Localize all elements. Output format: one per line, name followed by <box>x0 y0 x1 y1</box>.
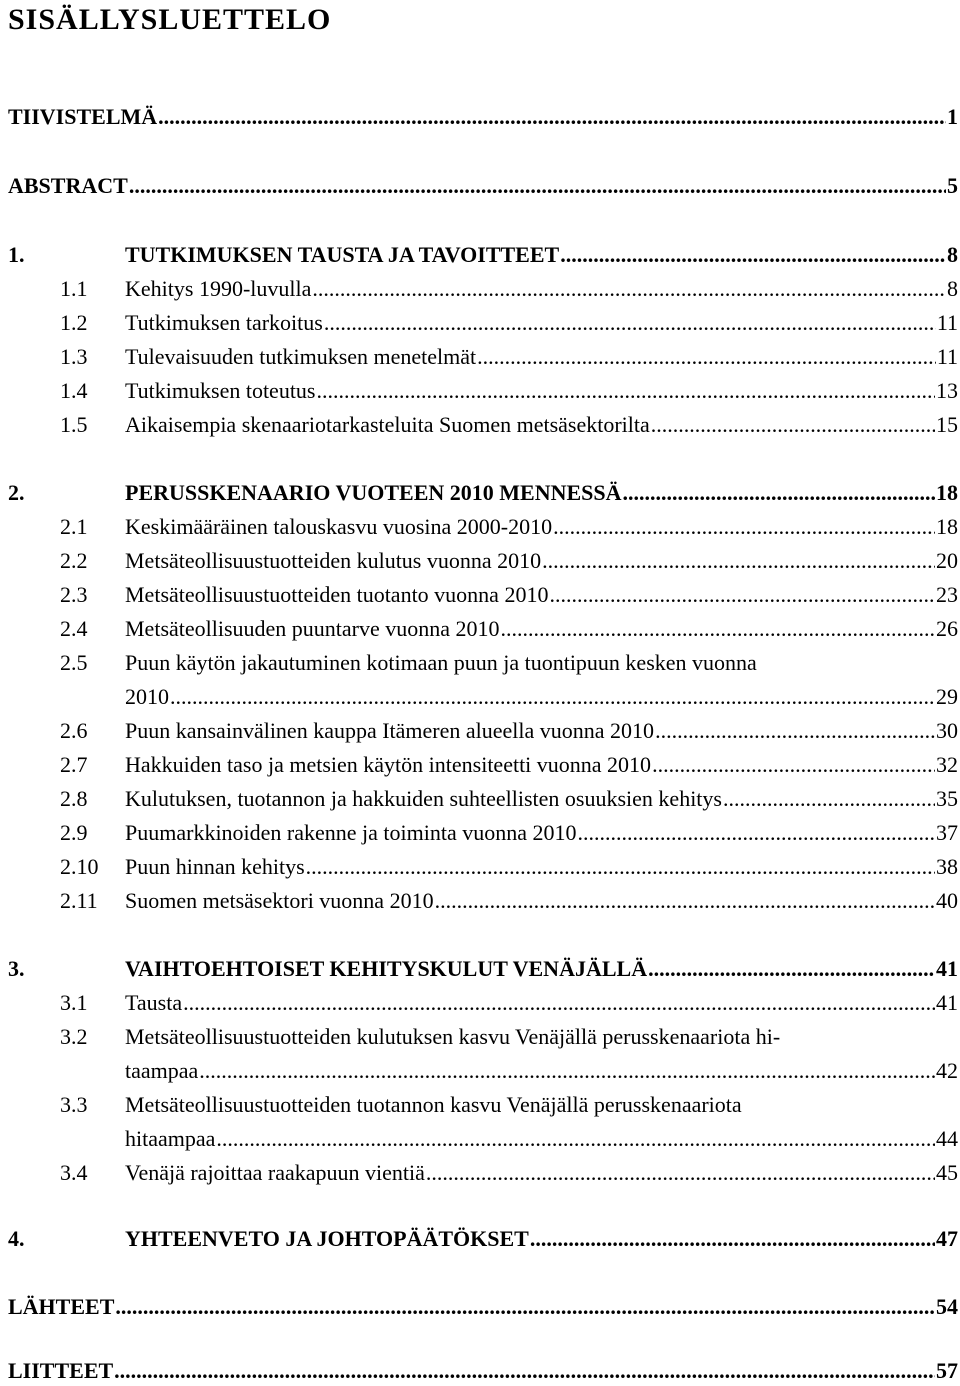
toc-entry-3-2-continued[interactable] <box>125 1056 958 1086</box>
toc-page-number: 8 <box>947 242 958 267</box>
toc-section-number: 1.2 <box>60 310 88 335</box>
dot-leader <box>648 954 935 984</box>
toc-entry-chapter-1[interactable] <box>8 240 958 270</box>
toc-section-number: 1.3 <box>60 344 88 369</box>
toc-entry-2-1[interactable] <box>8 512 958 542</box>
toc-page-number: 42 <box>936 1058 958 1083</box>
toc-page-number: 5 <box>947 173 958 198</box>
toc-page-number: 15 <box>936 412 958 437</box>
dot-leader <box>530 1224 935 1254</box>
toc-section-number: 1.1 <box>60 276 88 301</box>
toc-page-number: 11 <box>936 344 958 369</box>
toc-page-number: 18 <box>936 514 958 539</box>
toc-entry-text: Keskimääräinen talouskasvu vuosina 2000-2010 <box>125 514 553 539</box>
dot-leader <box>312 274 946 304</box>
toc-section-number: 3.2 <box>60 1024 88 1049</box>
toc-page-number: 1 <box>947 104 958 129</box>
toc-entry-text: LIITTEET <box>8 1358 114 1383</box>
dot-leader <box>170 682 935 712</box>
toc-entry-text: Aikaisempia skenaariotarkasteluita Suomen metsäsektorilta <box>125 412 650 437</box>
toc-entry-1-4[interactable] <box>8 376 958 406</box>
toc-entry-chapter-4[interactable] <box>8 1224 958 1254</box>
toc-entry-chapter-2[interactable] <box>8 478 958 508</box>
dot-leader <box>553 512 935 542</box>
toc-page-number: 41 <box>936 990 958 1015</box>
toc-entry-2-8[interactable] <box>8 784 958 814</box>
toc-section-number: 2.8 <box>60 786 88 811</box>
toc-section-number: 1.5 <box>60 412 88 437</box>
toc-entry-text: Kulutuksen, tuotannon ja hakkuiden suhteellisten osuuksien kehitys <box>125 786 722 811</box>
toc-entry-text: ABSTRACT <box>8 173 128 198</box>
toc-page-number: 32 <box>936 752 958 777</box>
toc-entry-tiivistelma[interactable] <box>8 102 958 132</box>
toc-page-number: 38 <box>936 854 958 879</box>
toc-section-number: 3. <box>8 956 25 981</box>
toc-section-number: 2.1 <box>60 514 88 539</box>
dot-leader <box>216 1124 935 1154</box>
toc-entry-text: LÄHTEET <box>8 1294 115 1319</box>
dot-leader <box>435 886 935 916</box>
toc-page-number: 54 <box>936 1294 958 1319</box>
toc-page-number: 41 <box>936 956 958 981</box>
dot-leader <box>158 102 946 132</box>
toc-entry-text: Puun kansainvälinen kauppa Itämeren alueella vuonna 2010 <box>125 718 655 743</box>
toc-entry-text: Hakkuiden taso ja metsien käytön intensiteetti vuonna 2010 <box>125 752 652 777</box>
dot-leader <box>306 852 935 882</box>
toc-page-number: 40 <box>936 888 958 913</box>
dot-leader <box>477 342 936 372</box>
toc-entry-text: TUTKIMUKSEN TAUSTA JA TAVOITTEET <box>125 242 560 267</box>
toc-page-number: 47 <box>936 1226 958 1251</box>
toc-section-number: 2.4 <box>60 616 88 641</box>
toc-entry-2-5[interactable] <box>8 648 958 678</box>
toc-entry-text: Tausta <box>125 990 183 1015</box>
toc-page-number: 37 <box>936 820 958 845</box>
dot-leader <box>578 818 935 848</box>
toc-section-number: 2.5 <box>60 650 88 675</box>
toc-entry-2-7[interactable] <box>8 750 958 780</box>
toc-section-number: 2. <box>8 480 25 505</box>
toc-entry-text: Puun käytön jakautuminen kotimaan puun ja tuontipuun kesken vuonna <box>125 650 757 675</box>
dot-leader <box>655 716 935 746</box>
toc-page-number: 8 <box>947 276 958 301</box>
toc-entry-text: Metsäteollisuustuotteiden tuotanto vuonna 2010 <box>125 582 549 607</box>
toc-entry-text: Puumarkkinoiden rakenne ja toiminta vuonna 2010 <box>125 820 577 845</box>
toc-section-number: 1.4 <box>60 378 88 403</box>
toc-entry-text: Metsäteollisuustuotteiden tuotannon kasvu Venäjällä perusskenaariota <box>125 1092 742 1117</box>
toc-entry-text: Tulevaisuuden tutkimuksen menetelmät <box>125 344 477 369</box>
toc-entry-3-4[interactable] <box>8 1158 958 1188</box>
toc-entry-text: YHTEENVETO JA JOHTOPÄÄTÖKSET <box>125 1226 529 1251</box>
toc-entry-3-3[interactable] <box>8 1090 958 1120</box>
toc-entry-2-2[interactable] <box>8 546 958 576</box>
toc-page-number: 35 <box>936 786 958 811</box>
toc-section-number: 3.3 <box>60 1092 88 1117</box>
toc-entry-text: Metsäteollisuustuotteiden kulutuksen kasvu Venäjällä perusskenaariota hi- <box>125 1024 781 1049</box>
dot-leader <box>549 580 935 610</box>
toc-entry-chapter-3[interactable] <box>8 954 958 984</box>
dot-leader <box>560 240 946 270</box>
toc-section-number: 2.3 <box>60 582 88 607</box>
toc-page-number: 30 <box>936 718 958 743</box>
page-title: SISÄLLYSLUETTELO <box>8 3 332 36</box>
toc-section-number: 4. <box>8 1226 25 1251</box>
toc-entry-2-10[interactable] <box>8 852 958 882</box>
toc-section-number: 3.1 <box>60 990 88 1015</box>
dot-leader <box>114 1356 935 1386</box>
toc-section-number: 3.4 <box>60 1160 88 1185</box>
dot-leader <box>652 750 935 780</box>
dot-leader <box>129 171 946 201</box>
dot-leader <box>723 784 935 814</box>
toc-entry-2-5-continued[interactable] <box>125 682 958 712</box>
toc-page-number: 11 <box>936 310 958 335</box>
toc-page-number: 57 <box>936 1358 958 1383</box>
dot-leader <box>183 988 935 1018</box>
toc-section-number: 2.10 <box>60 854 99 879</box>
toc-entry-2-4[interactable] <box>8 614 958 644</box>
toc-entry-text: Tutkimuksen toteutus <box>125 378 316 403</box>
dot-leader <box>501 614 935 644</box>
toc-page-number: 44 <box>936 1126 958 1151</box>
toc-entry-text: Metsäteollisuustuotteiden kulutus vuonna 2010 <box>125 548 542 573</box>
toc-entry-2-3[interactable] <box>8 580 958 610</box>
toc-entry-text: Metsäteollisuuden puuntarve vuonna 2010 <box>125 616 500 641</box>
toc-entry-2-6[interactable] <box>8 716 958 746</box>
toc-entry-abstract[interactable] <box>8 171 958 201</box>
dot-leader <box>199 1056 935 1086</box>
dot-leader <box>651 410 935 440</box>
toc-entry-text: PERUSSKENAARIO VUOTEEN 2010 MENNESSÄ <box>125 480 622 505</box>
toc-entry-2-11[interactable] <box>8 886 958 916</box>
toc-page-number: 13 <box>936 378 958 403</box>
toc-entry-liitteet[interactable] <box>8 1356 958 1386</box>
toc-entry-text: VAIHTOEHTOISET KEHITYSKULUT VENÄJÄLLÄ <box>125 956 648 981</box>
toc-page-number: 29 <box>936 684 958 709</box>
toc-page-number: 45 <box>936 1160 958 1185</box>
toc-entry-text: Kehitys 1990-luvulla <box>125 276 312 301</box>
toc-entry-text: TIIVISTELMÄ <box>8 104 158 129</box>
toc-page-number: 23 <box>936 582 958 607</box>
dot-leader <box>542 546 935 576</box>
dot-leader <box>324 308 936 338</box>
toc-entry-text: Venäjä rajoittaa raakapuun vientiä <box>125 1160 425 1185</box>
toc-entry-text-continued: hitaampaa <box>125 1126 216 1151</box>
dot-leader <box>115 1292 935 1322</box>
toc-section-number: 2.2 <box>60 548 88 573</box>
toc-section-number: 2.9 <box>60 820 88 845</box>
toc-entry-3-1[interactable] <box>8 988 958 1018</box>
toc-entry-text: Tutkimuksen tarkoitus <box>125 310 323 335</box>
toc-page-number: 26 <box>936 616 958 641</box>
toc-entry-lahteet[interactable] <box>8 1292 958 1322</box>
toc-entry-1-3[interactable] <box>8 342 958 372</box>
toc-entry-3-2[interactable] <box>8 1022 958 1052</box>
toc-section-number: 2.7 <box>60 752 88 777</box>
toc-section-number: 1. <box>8 242 25 267</box>
dot-leader <box>623 478 935 508</box>
toc-entry-1-1[interactable] <box>8 274 958 304</box>
dot-leader <box>317 376 936 406</box>
toc-section-number: 2.6 <box>60 718 88 743</box>
toc-entry-3-3-continued[interactable] <box>125 1124 958 1154</box>
toc-entry-text: Suomen metsäsektori vuonna 2010 <box>125 888 434 913</box>
toc-entry-text-continued: taampaa <box>125 1058 199 1083</box>
toc-section-number: 2.11 <box>60 888 98 913</box>
toc-page-number: 20 <box>936 548 958 573</box>
dot-leader <box>426 1158 935 1188</box>
toc-entry-text-continued: 2010 <box>125 684 169 709</box>
toc-entry-1-2[interactable] <box>8 308 958 338</box>
toc-page-number: 18 <box>936 480 958 505</box>
toc-entry-text: Puun hinnan kehitys <box>125 854 305 879</box>
toc-entry-2-9[interactable] <box>8 818 958 848</box>
toc-entry-1-5[interactable] <box>8 410 958 440</box>
